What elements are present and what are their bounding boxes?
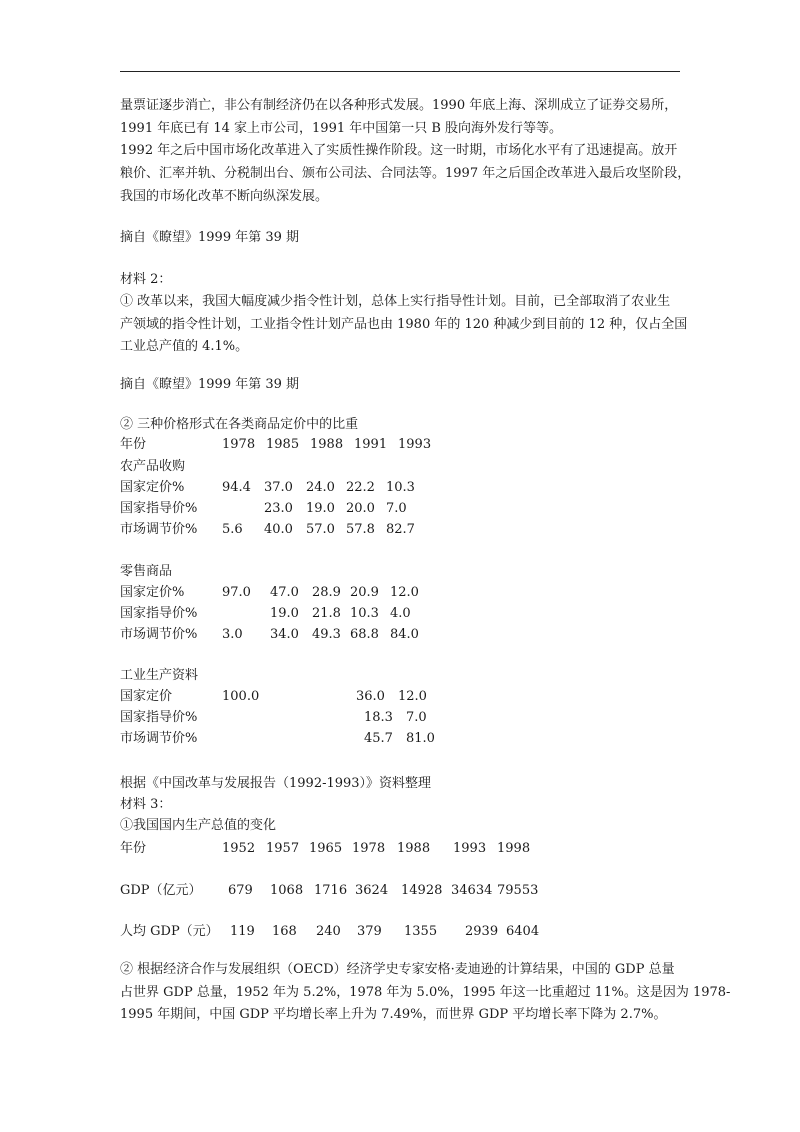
table-cell: 47.0 — [270, 585, 299, 600]
section-heading: 材料 3： — [120, 797, 172, 812]
table-cell: 1716 — [314, 883, 348, 898]
table-cell: 40.0 — [264, 522, 293, 537]
source-citation: 摘自《瞭望》1999 年第 39 期 — [120, 230, 300, 245]
table-cell: 21.8 — [312, 606, 341, 621]
table-cell: 2939 — [465, 924, 499, 939]
source-citation: 摘自《瞭望》1999 年第 39 期 — [120, 377, 300, 392]
paragraph-line: ① 改革以来，我国大幅度减少指令性计划，总体上实行指导性计划。目前，已全部取消了农业生 — [120, 294, 671, 309]
table-cell: 34.0 — [270, 627, 299, 642]
table-row-label: 市场调节价% — [120, 731, 198, 746]
table-cell: 10.3 — [386, 480, 415, 495]
table-cell: 81.0 — [406, 731, 435, 746]
table-row-label: 国家定价 — [120, 689, 173, 704]
table-cell: 79553 — [497, 883, 539, 898]
table-header-year: 1988 — [397, 841, 431, 856]
table-cell: 68.8 — [350, 627, 379, 642]
paragraph-line: 我国的市场化改革不断向纵深发展。 — [120, 189, 329, 204]
table-header-year: 1985 — [266, 437, 300, 452]
table-cell: 119 — [230, 924, 255, 939]
table-group-name: 工业生产资料 — [120, 668, 199, 683]
table-cell: 168 — [272, 924, 297, 939]
table-header-year: 1978 — [222, 437, 256, 452]
table-group-name: 零售商品 — [120, 564, 173, 579]
table-cell: 679 — [228, 883, 253, 898]
source-citation: 根据《中国改革与发展报告（1992-1993）》资料整理 — [120, 776, 432, 791]
table-cell: 36.0 — [356, 689, 385, 704]
table-cell: 10.3 — [350, 606, 379, 621]
table-cell: 19.0 — [270, 606, 299, 621]
table-cell: 7.0 — [406, 710, 427, 725]
paragraph-line: 占世界 GDP 总量，1952 年为 5.2%，1978 年为 5.0%，1995 年这一比重超过 11%。这是因为 1978- — [120, 985, 731, 1000]
table-cell: 37.0 — [264, 480, 293, 495]
table-row-label: 国家定价% — [120, 480, 185, 495]
table-cell: 49.3 — [312, 627, 341, 642]
table-cell: 18.3 — [364, 710, 393, 725]
table-cell: 7.0 — [386, 501, 407, 516]
table-cell: 94.4 — [222, 480, 251, 495]
table-header-year: 1965 — [309, 841, 343, 856]
table-header-year: 1952 — [222, 841, 256, 856]
table-cell: 22.2 — [346, 480, 375, 495]
table-row-label: 市场调节价% — [120, 522, 198, 537]
paragraph-line: 1992 年之后中国市场化改革进入了实质性操作阶段。这一时期，市场化水平有了迅速提高。放开 — [120, 143, 678, 158]
paragraph-line: 1995 年期间，中国 GDP 平均增长率上升为 7.49%，而世界 GDP 平均增长率下降为 2.7%。 — [120, 1007, 667, 1022]
table-cell: 57.0 — [306, 522, 335, 537]
table-header-year: 1988 — [310, 437, 344, 452]
table-cell: 6404 — [506, 924, 540, 939]
table-header-year: 1993 — [453, 841, 487, 856]
table-cell: 3.0 — [222, 627, 243, 642]
table-cell: 1068 — [270, 883, 304, 898]
table-row-label: GDP（亿元） — [120, 883, 202, 898]
table-row-label: 国家指导价% — [120, 606, 198, 621]
paragraph-line: 工业总产值的 4.1%。 — [120, 339, 249, 354]
table-row-label: 市场调节价% — [120, 627, 198, 642]
table-cell: 19.0 — [306, 501, 335, 516]
table-cell: 23.0 — [264, 501, 293, 516]
table-header-year: 1978 — [352, 841, 386, 856]
table-row-label: 国家指导价% — [120, 710, 198, 725]
table-cell: 28.9 — [312, 585, 341, 600]
table-row-label: 国家定价% — [120, 585, 185, 600]
table-cell: 57.8 — [346, 522, 375, 537]
table-cell: 1355 — [404, 924, 438, 939]
table-header-year: 1957 — [266, 841, 300, 856]
paragraph-line: 产领域的指令性计划，工业指令性计划产品也由 1980 年的 120 种减少到目前的 12 种，仅占全国 — [120, 317, 688, 332]
table-cell: 379 — [357, 924, 382, 939]
header-rule — [120, 71, 680, 72]
table-cell: 97.0 — [222, 585, 251, 600]
table-cell: 45.7 — [364, 731, 393, 746]
table-cell: 100.0 — [222, 689, 260, 704]
table-cell: 12.0 — [390, 585, 419, 600]
table-row-label: 国家指导价% — [120, 501, 198, 516]
table-cell: 240 — [316, 924, 341, 939]
table-header-year: 1991 — [354, 437, 388, 452]
table-cell: 24.0 — [306, 480, 335, 495]
table-cell: 20.0 — [346, 501, 375, 516]
table-cell: 82.7 — [386, 522, 415, 537]
paragraph-line: 粮价、汇率并轨、分税制出台、颁布公司法、合同法等。1997 年之后国企改革进入最后攻坚阶段， — [120, 166, 691, 181]
paragraph-line: 量票证逐步消亡，非公有制经济仍在以各种形式发展。1990 年底上海、深圳成立了证券交易所， — [120, 98, 678, 113]
table-header-label: 年份 — [120, 841, 147, 856]
table-cell: 34634 — [451, 883, 493, 898]
table-cell: 20.9 — [350, 585, 379, 600]
section-heading: 材料 2： — [120, 272, 172, 287]
table-cell: 12.0 — [398, 689, 427, 704]
table-cell: 84.0 — [390, 627, 419, 642]
table-title: ② 三种价格形式在各类商品定价中的比重 — [120, 417, 359, 432]
table-header-year: 1993 — [398, 437, 432, 452]
table-title: ①我国国内生产总值的变化 — [120, 818, 277, 833]
paragraph-line: 1991 年底已有 14 家上市公司，1991 年中国第一只 B 股向海外发行等等。 — [120, 121, 563, 136]
table-cell: 3624 — [355, 883, 389, 898]
table-cell: 14928 — [401, 883, 443, 898]
table-header-year: 1998 — [497, 841, 531, 856]
table-row-label: 人均 GDP（元） — [120, 924, 219, 939]
table-header-label: 年份 — [120, 437, 147, 452]
paragraph-line: ② 根据经济合作与发展组织（OECD）经济学史专家安格·麦迪逊的计算结果，中国的 GDP 总量 — [120, 962, 675, 977]
table-cell: 5.6 — [222, 522, 243, 537]
table-group-name: 农产品收购 — [120, 459, 186, 474]
table-cell: 4.0 — [390, 606, 411, 621]
